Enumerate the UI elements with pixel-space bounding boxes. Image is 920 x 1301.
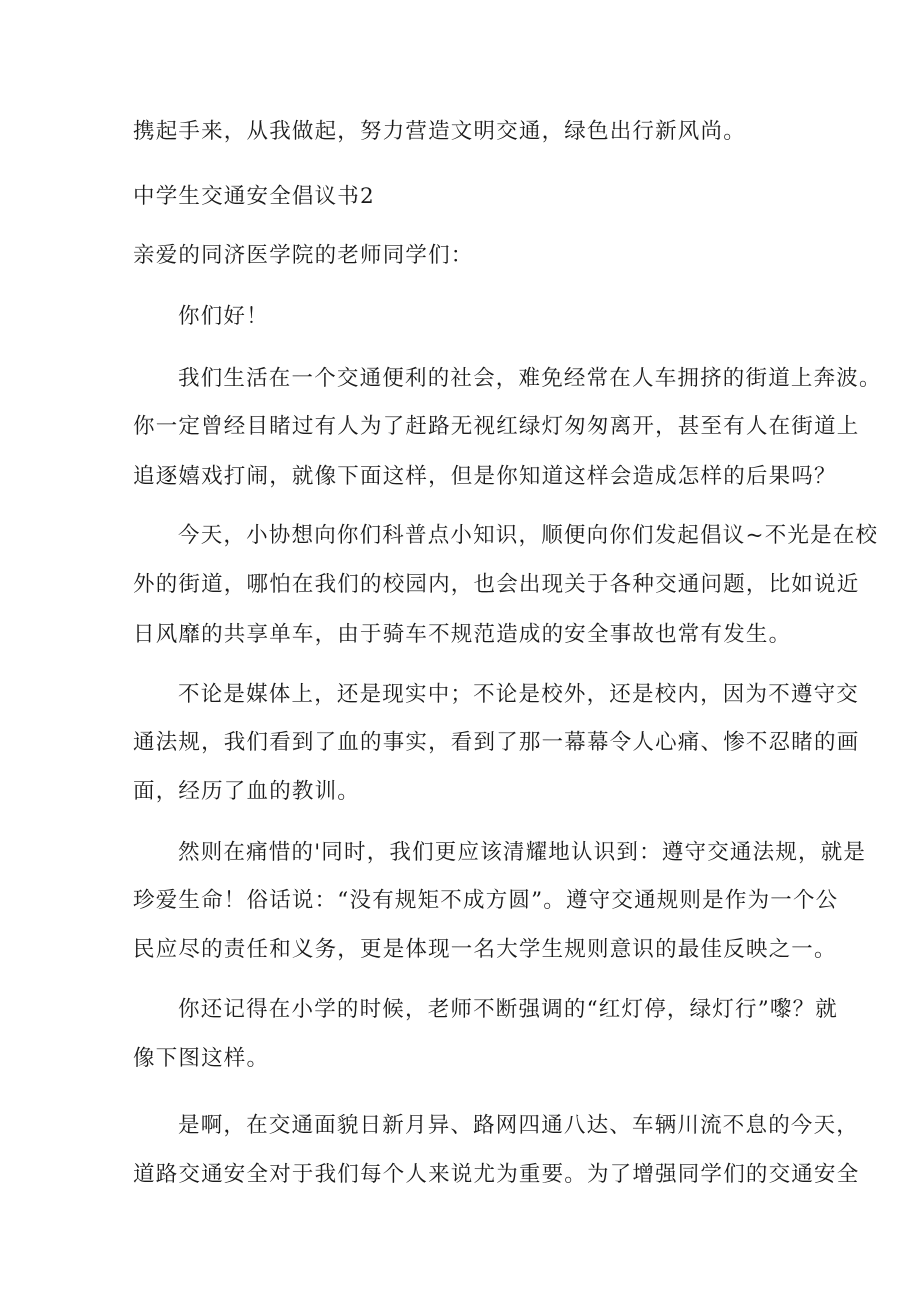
greeting: 你们好！ — [178, 304, 269, 329]
paragraph-4-line-3: 民应尽的责任和义务，更是体现一名大学生规则意识的最佳反映之一。 — [133, 937, 837, 962]
document-heading: 中学生交通安全倡议书2 — [133, 184, 375, 209]
paragraph-4-line-2: 珍爱生命！俗话说：“没有规矩不成方圆”。遵守交通规则是作为一个公 — [133, 888, 839, 913]
paragraph-4-line-1: 然则在痛惜的'同时，我们更应该清耀地认识到：遵守交通法规，就是 — [178, 840, 867, 865]
paragraph-3-line-3: 面，经历了血的教训。 — [133, 779, 361, 804]
paragraph-5-line-2: 像下图这样。 — [133, 1046, 270, 1071]
paragraph-2-line-2: 外的街道，哪怕在我们的校园内，也会出现关于各种交通问题，比如说近 — [133, 572, 860, 597]
paragraph-5-line-1: 你还记得在小学的时候，老师不断强调的“红灯停，绿灯行”嚟？就 — [178, 997, 838, 1022]
paragraph-2-line-1: 今天，小协想向你们科普点小知识，顺便向你们发起倡议~不光是在校 — [178, 523, 879, 548]
paragraph-1-line-2: 你一定曾经目睹过有人为了赶路无视红绿灯匆匆离开，甚至有人在街道上 — [133, 414, 860, 439]
paragraph-6-line-1: 是啊，在交通面貌日新月异、路网四通八达、车辆川流不息的今天， — [178, 1113, 860, 1138]
paragraph-1-line-1: 我们生活在一个交通便利的社会，难免经常在人车拥挤的街道上奔波。 — [178, 366, 882, 391]
salutation: 亲爱的同济医学院的老师同学们： — [133, 243, 474, 268]
paragraph-3-line-1: 不论是媒体上，还是现实中；不论是校外，还是校内，因为不遵守交 — [178, 682, 860, 707]
paragraph-6-line-2: 道路交通安全对于我们每个人来说尤为重要。为了增强同学们的交通安全 — [133, 1162, 860, 1187]
paragraph-1-line-3: 追逐嬉戏打闹，就像下面这样，但是你知道这样会造成怎样的后果吗？ — [133, 464, 837, 489]
paragraph-3-line-2: 通法规，我们看到了血的事实，看到了那一幕幕令人心痛、惨不忍睹的画 — [133, 730, 860, 755]
paragraph-2-line-3: 日风靡的共享单车，由于骑车不规范造成的安全事故也常有发生。 — [133, 622, 792, 647]
closing-line: 携起手来，从我做起，努力营造文明交通，绿色出行新风尚。 — [133, 119, 746, 144]
